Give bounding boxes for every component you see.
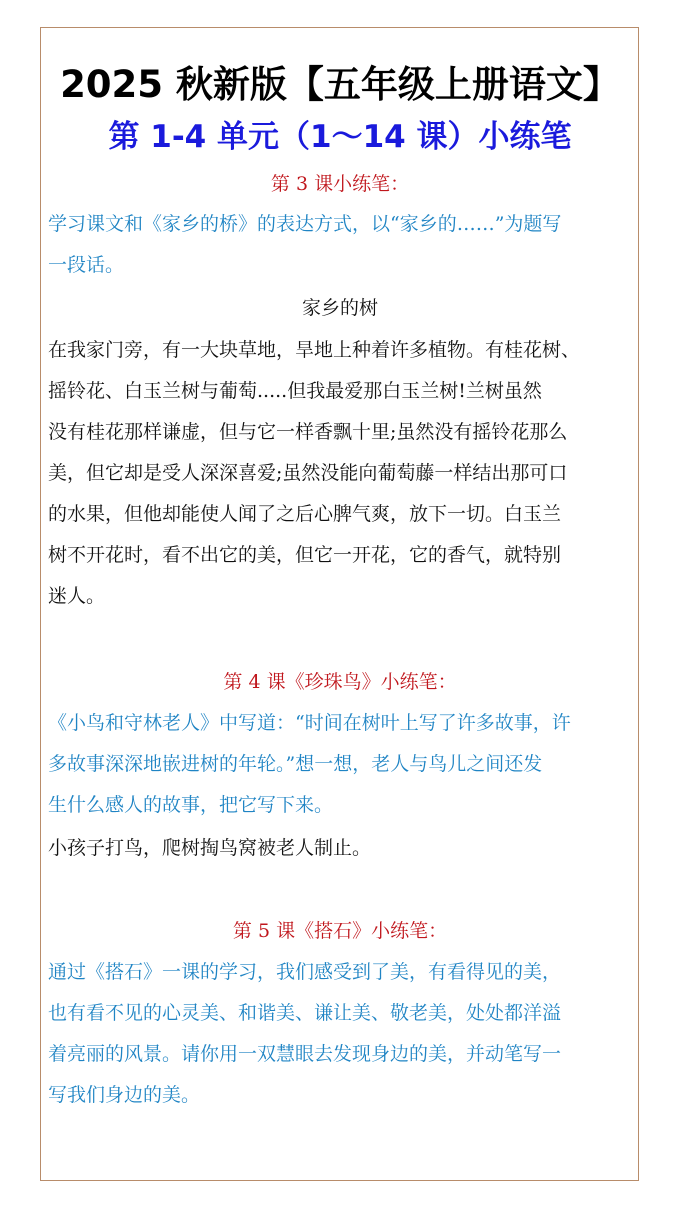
essay-line: 的水果，但他却能使人闻了之后心脾气爽，放下一切。白玉兰 — [48, 503, 562, 525]
essay-line: 小孩子打鸟，爬树掏鸟窝被老人制止。 — [48, 837, 372, 859]
section-heading-lesson-4: 第 4 课《珍珠鸟》小练笔： — [223, 671, 457, 693]
prompt-line: 一段话。 — [48, 254, 125, 276]
prompt-line: 着亮丽的风景。请你用一双慧眼去发现身边的美，并动笔写一 — [48, 1043, 562, 1065]
essay-line: 摇铃花、白玉兰树与葡萄.....但我最爱那白玉兰树!兰树虽然 — [48, 380, 542, 402]
prompt-line: 《小鸟和守林老人》中写道：“时间在树叶上写了许多故事，许 — [48, 712, 571, 734]
document-subtitle: 第 1-4 单元（1～14 课）小练笔 — [108, 119, 572, 155]
prompt-line: 写我们身边的美。 — [48, 1084, 201, 1106]
prompt-line: 也有看不见的心灵美、和谐美、谦让美、敬老美，处处都洋溢 — [48, 1002, 562, 1024]
section-heading-lesson-3: 第 3 课小练笔： — [270, 173, 410, 195]
essay-line: 在我家门旁，有一大块草地，旱地上种着许多植物。有桂花树、 — [48, 339, 581, 361]
essay-line: 没有桂花那样谦虚，但与它一样香飘十里;虽然没有摇铃花那么 — [48, 421, 568, 443]
prompt-line: 学习课文和《家乡的桥》的表达方式，以“家乡的……”为题写 — [48, 213, 562, 235]
section-heading-lesson-5: 第 5 课《搭石》小练笔： — [232, 920, 448, 942]
prompt-lesson-3 — [48, 204, 638, 286]
essay-lesson-4 — [48, 828, 638, 869]
essay-title-lesson-3: 家乡的树 — [301, 297, 378, 319]
prompt-line: 生什么感人的故事，把它写下来。 — [48, 794, 334, 816]
essay-line: 树不开花时，看不出它的美，但它一开花，它的香气，就特别 — [48, 544, 562, 566]
document-title: 2025 秋新版【五年级上册语文】 — [60, 63, 620, 106]
prompt-lesson-5 — [48, 952, 638, 1116]
prompt-line: 通过《搭石》一课的学习，我们感受到了美，有看得见的美， — [48, 961, 562, 983]
prompt-lesson-4 — [48, 703, 638, 826]
prompt-line: 多故事深深地嵌进树的年轮。”想一想，老人与鸟儿之间还发 — [48, 753, 543, 775]
essay-lesson-3 — [48, 330, 638, 617]
essay-line: 美，但它却是受人深深喜爱;虽然没能向葡萄藤一样结出那可口 — [48, 462, 568, 484]
essay-line: 迷人。 — [48, 585, 106, 607]
